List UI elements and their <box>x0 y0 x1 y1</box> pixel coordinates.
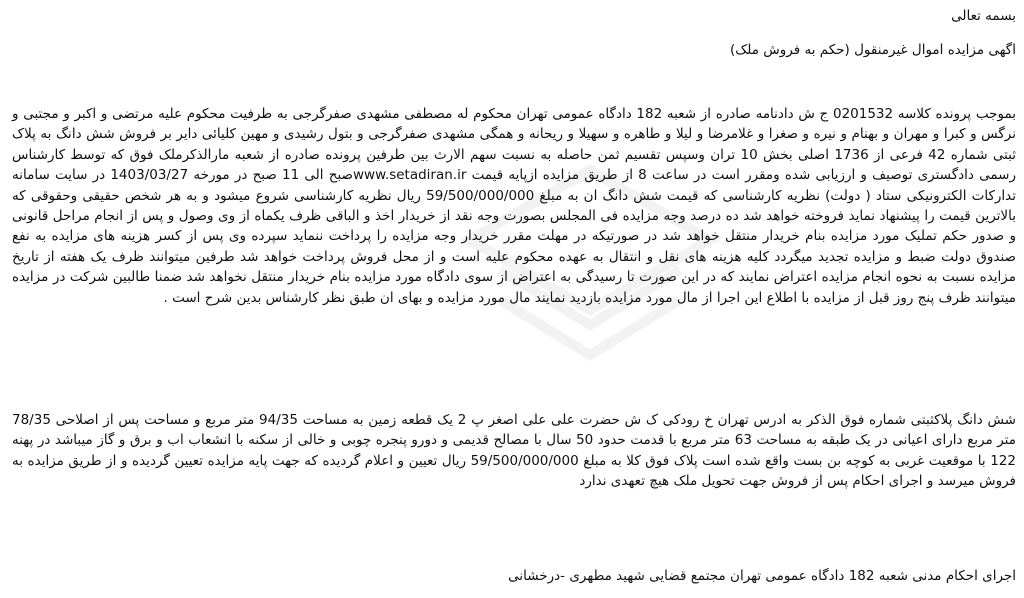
notice-title: اگهی مزایده اموال غیرمنقول (حکم به فروش ملک) <box>729 42 1016 58</box>
notice-body-paragraph-1: بموجب پرونده کلاسه 0201532 ج ش دادنامه صادره از شعبه 182 دادگاه عمومی تهران محکوم له مصطفی مشهدی صفرگرجی به طرفیت محکوم علیه مرتضی و اکبر و مجتبی و نرگس و کبرا و مهران و بهنام و نیره و صغرا و غلامرضا و لیلا و طاهره و سهیلا و ریحانه و همگی مشهدی صفرگرجی و بتول رشیدی و مهین کلیائی دایر بر فروش شش دانگ به پلاک ثبتی شماره 42 فرعی از 1736 اصلی بخش 10 تران وسپس تقسیم ثمن حاصله به نسبت سهم الارث بین طرفین پرونده صادره از شعبه مارالذکرملک فوق که توسط کارشناس رسمی دادگستری توصیف و ارزیابی شده ومقرر است در ساعت 8 از طریق مزایده ازپایه قیمت www.setadiran.irصبح الی 11 صبح در مورخه 1403/03/27 در سایت سامانه تدارکات الکترونیکی ستاد ( دولت) نظریه کارشناسی که قیمت شش دانگ ان به مبلغ 59/500/000/000 ریال نظریه کارشناسی شروع میشود و به هر شخص حقیقی وحقوقی که بالاترین قیمت را پیشنهاد نماید فروخته خواهد شد ده درصد وجه مزایده فی المجلس بصورت وجه نقد از خریدار اخذ و الباقی ظرف یکماه از وی وصول و پس از انجام مراحل قانونی و صدور حکم تملیک مورد مزایده بنام خریدار منتقل خواهد شد در صورتیکه در مهلت مقرر خریدار وجه مزایده را پرداخت ننماید سپرده وی پس از کسر هزینه های مزایده به نفع صندوق دولت ضبط و مزایده تجدید میگردد کلیه هزینه های نقل و انتقال به عهده محکوم علیه است و از محل فروش پرداخت خواهد شد طرفین میتوانند ظرف یک هفته از تاریخ مزایده نسبت به نحوه انجام مزایده اعتراض نمایند که در این صورت تا رسیدگی به اعتراض از سوی دادگاه مورد مزایده بنام خریدار منتقل نخواهد شد ضمنا طالبین شرکت در مزایده میتوانند ظرف پنج روز قبل از مزایده با اطلاع این اجرا از مال مورد مزایده بازدید نمایند مال مورد مزایده و بهای ان طبق نظر کارشناس بدین شرح است . <box>12 106 1017 306</box>
heading-bismillah: بسمه تعالی <box>951 8 1016 24</box>
notice-footer: اجرای احکام مدنی شعبه 182 دادگاه عمومی تهران مجتمع قضایی شهید مطهری -درخشانی <box>508 568 1016 584</box>
notice-body-paragraph-2: شش دانگ پلاکثبتی شماره فوق الذکر به ادرس تهران خ رودکی ک ش حضرت علی علی اصغر پ 2 یک قطعه زمین به مساحت 94/35 متر مربع و مساحت پس از اصلاحی 78/35 متر مربع دارای اعیانی در یک طبقه به مساحت 63 متر مربع با قدمت حدود 50 سال با مصالح قدیمی و دورو پنجره چوبی و خالی از سکنه با انشعاب اب و برق و گاز میباشد در پهنه 122 با موقعیت غربی به کوچه بن بست واقع شده است پلاک فوق کلا به مبلغ 59/500/000/000 ریال تعیین و اعلام گردیده که جهت پایه مزایده تعیین گردیده و از طریق مزایده به فروش میرسد و اجرای احکام پس از فروش جهت تحویل ملک هیچ تعهدی ندارد <box>12 412 1016 490</box>
